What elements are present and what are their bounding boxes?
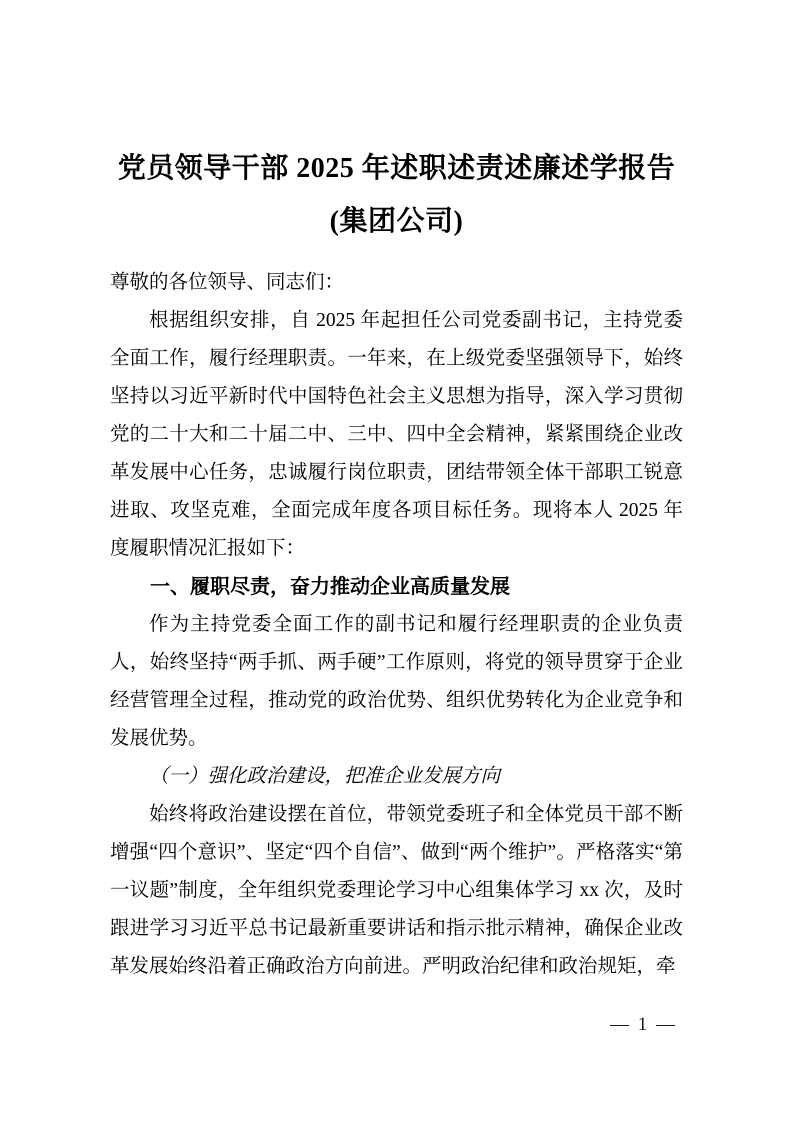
page-number: — 1 — xyxy=(610,1014,677,1035)
subsection-heading-1: （一）强化政治建设，把准企业发展方向 xyxy=(149,766,501,787)
paragraph-intro: 根据组织安排，自 2025 年起担任公司党委副书记，主持党委全面工作，履行经理职责。一年来，在上级党委坚强领导下，始终坚持以习近平新时代中国特色社会主义思想为指导，深入学习贯彻党的二十大和二十届二中、三中、四中全会精神，紧紧围绕企业改革发展中心任务，忠诚履行岗位职责，团结带领全体干部职工锐意进取、攻坚克难，全面完成年度各项目标任务。现将本人 2025 年度履职情况汇报如下： xyxy=(110,310,683,559)
section-heading-1: 一、履职尽责，奋力推动企业高质量发展 xyxy=(150,576,510,598)
paragraph-section-lead: 作为主持党委全面工作的副书记和履行经理职责的企业负责人，始终坚持“两手抓、两手硬”工作原则，将党的领导贯穿于企业经营管理全过程，推动党的政治优势、组织优势转化为企业竞争和发展优势。 xyxy=(110,614,683,749)
salutation: 尊敬的各位领导、同志们： xyxy=(110,272,345,293)
document-title-line2: (集团公司) xyxy=(329,206,464,237)
document-title xyxy=(0,0,793,248)
paragraph-subsection-body: 始终将政治建设摆在首位，带领党委班子和全体党员干部不断增强“四个意识”、坚定“四个自信”、做到“两个维护”。严格落实“第一议题”制度，全年组织党委理论学习中心组集体学习 xx 次，及时跟进学习习近平总书记最新重要讲话和指示批示精神，确保企业改革发展始终沿着正确政治方向前进。严明政治纪律和政治规矩，牵 xyxy=(110,804,683,977)
document-body xyxy=(110,264,683,986)
document-title-line1: 党员领导干部 2025 年述职述责述廉述学报告 xyxy=(117,153,676,184)
